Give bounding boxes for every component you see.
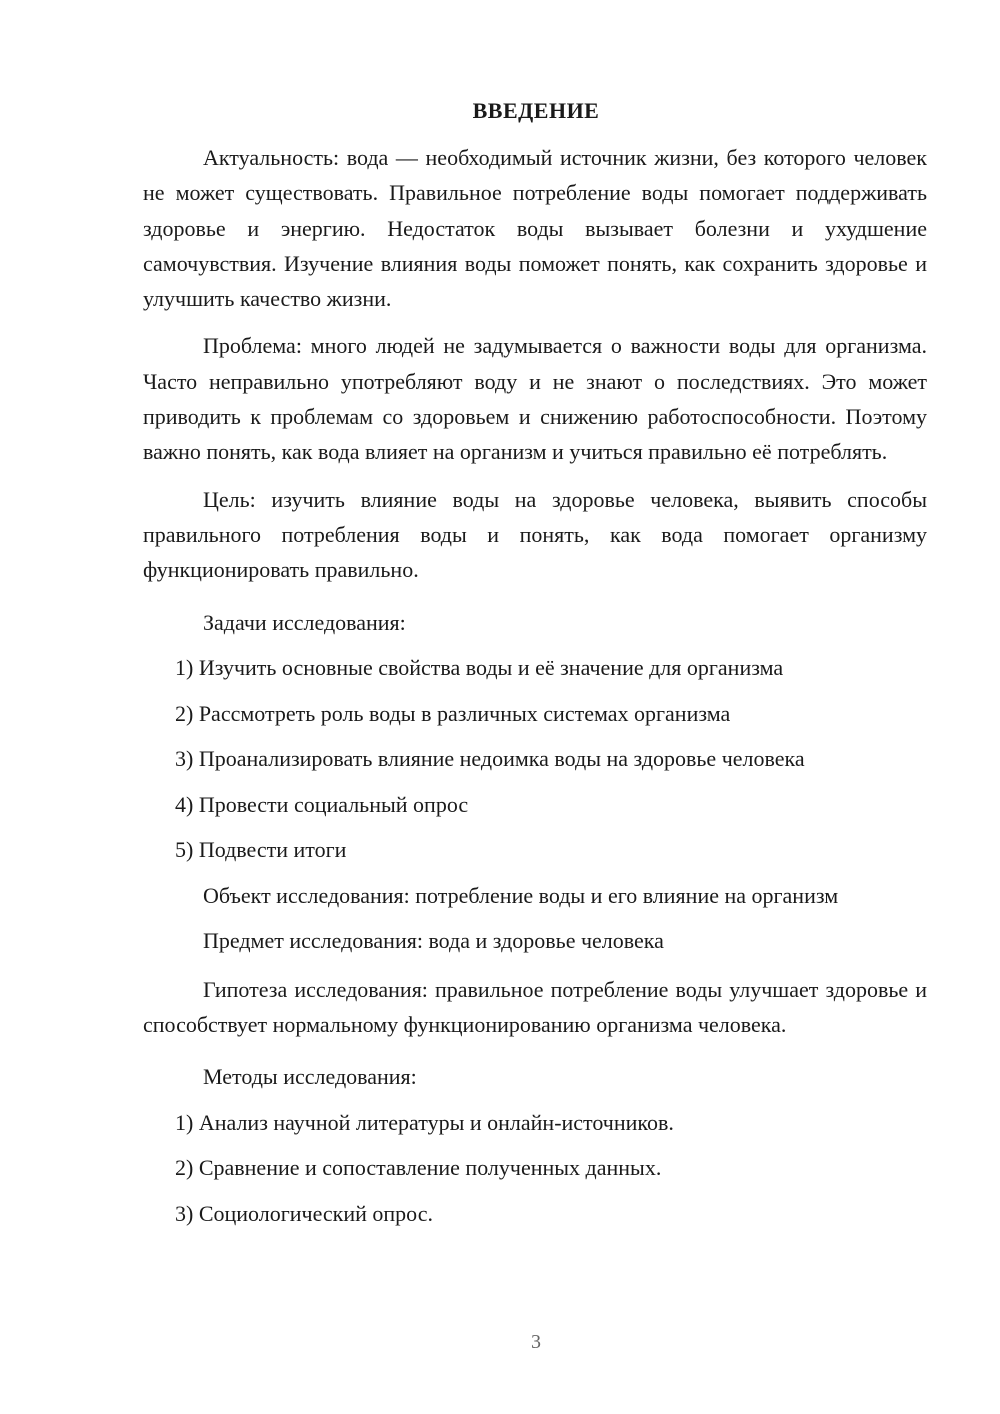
list-item: 2) Сравнение и сопоставление полученных данных. [175,1155,662,1181]
tasks-list [143,645,927,873]
subject-line: Предмет исследования: вода и здоровье человека [203,928,664,954]
list-item: 1) Анализ научной литературы и онлайн-источников. [175,1109,674,1135]
problem-paragraph: Проблема: много людей не задумывается о важности воды для организма. Часто неправильно употребляют воду и не знают о последствиях. Это может приводить к проблемам со здоровьем и снижению работоспособности. Поэтому важно понять, как вода влияет на организм и учиться правильно её потреблять. [143,333,927,465]
list-item: 5) Подвести итоги [175,837,347,863]
hypothesis-paragraph: Гипотеза исследования: правильное потребление воды улучшает здоровье и способствует нормальному функционированию организма человека. [143,976,927,1037]
list-item: 2) Рассмотреть роль воды в различных системах организма [175,700,731,726]
document-body [143,140,927,1236]
methods-heading: Методы исследования: [203,1064,417,1090]
list-item: 3) Проанализировать влияние недоимка воды на здоровье человека [175,746,805,772]
page-title: ВВЕДЕНИЕ [472,98,600,123]
goal-paragraph: Цель: изучить влияние воды на здоровье человека, выявить способы правильного потребления воды и понять, как вода помогает организму функционировать правильно. [143,486,927,583]
page-number: 3 [531,1331,541,1353]
object-line: Объект исследования: потребление воды и его влияние на организм [203,882,839,908]
methods-list [143,1100,927,1237]
list-item: 1) Изучить основные свойства воды и её значение для организма [175,655,784,681]
relevance-paragraph: Актуальность: вода — необходимый источник жизни, без которого человек не может существовать. Правильное потребление воды помогает поддерживать здоровье и энергию. Недостаток воды вызывает болезни и ухудшение самочувствия. Изучение влияния воды поможет понять, как сохранить здоровье и улучшить качество жизни. [143,145,927,312]
list-item: 3) Социологический опрос. [175,1200,433,1226]
tasks-heading: Задачи исследования: [203,609,406,635]
list-item: 4) Провести социальный опрос [175,791,469,817]
